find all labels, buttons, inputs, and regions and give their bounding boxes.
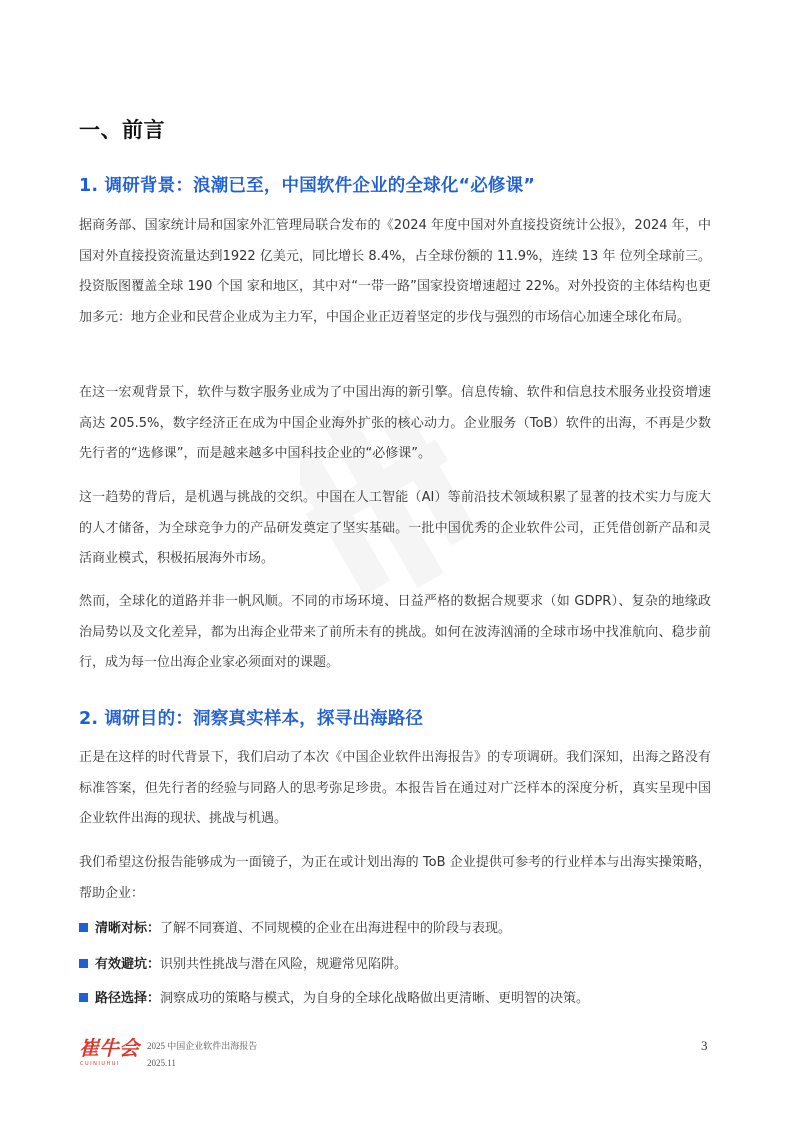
footer-report-title: 2025 中国企业软件出海报告 xyxy=(147,1041,258,1051)
logo-text: 崔牛会 xyxy=(79,1036,139,1060)
paragraph-purpose-1: 正是在这样的时代背景下，我们启动了本次《中国企业软件出海报告》的专项调研。我们深知，出海之路没有标准答案，但先行者的经验与同路人的思考弥足珍贵。本报告旨在通过对广泛样本的深度分析，真实呈现中国企业软件出海的现状、挑战与机遇。 xyxy=(79,750,711,826)
bullet-text: 识别共性挑战与潜在风险，规避常见陷阱。 xyxy=(160,957,408,972)
logo-subtext: CUINIUHUI xyxy=(80,1061,120,1067)
bullet-item xyxy=(79,987,711,1011)
bullet-item xyxy=(79,917,711,941)
company-logo-icon xyxy=(79,1034,141,1068)
footer-date: 2025.11 xyxy=(147,1058,176,1068)
heading-research-background: 1. 调研背景：浪潮已至，中国软件企业的全球化“必修课” xyxy=(79,176,536,196)
section-title: 一、前言 xyxy=(79,118,165,142)
heading-research-purpose: 2. 调研目的：洞察真实样本，探寻出海路径 xyxy=(79,709,424,729)
bullet-text: 洞察成功的策略与模式，为自身的全球化战略做出更清晰、更明智的决策。 xyxy=(160,991,590,1006)
paragraph-background-1: 据商务部、国家统计局和国家外汇管理局联合发布的《2024 年度中国对外直接投资统计公报》，2024 年，中国对外直接投资流量达到1922 亿美元，同比增长 8.4%，占全球份额的 11.9%，连续 13 年 位列全球前三。投资版图覆盖全球 190 个国 家和地区，其中对“一带一路”国家投资增速超过 22%。对外投资的主体结构也更加多元：地方企业和民营企业成为主力军，中国企业正迈着坚定的步伐与强烈的市场信心加速全球化布局。 xyxy=(79,218,711,325)
bullet-square-icon xyxy=(79,959,88,968)
bullet-item xyxy=(79,953,711,977)
page-footer xyxy=(79,1034,719,1074)
paragraph-background-4: 然而，全球化的道路并非一帆风顺。不同的市场环境、日益严格的数据合规要求（如 GDPR）、复杂的地缘政治局势以及文化差异，都为出海企业带来了前所未有的挑战。如何在波涛汹涌的全球市场中找准航向、稳步前行，成为每一位出海企业家必须面对的课题。 xyxy=(79,594,711,670)
bullet-label: 路径选择： xyxy=(95,991,161,1006)
bullet-square-icon xyxy=(79,923,88,932)
paragraph-background-3: 这一趋势的背后，是机遇与挑战的交织。中国在人工智能（AI）等前沿技术领域积累了显著的技术实力与庞大的人才储备，为全球竞争力的产品研发奠定了坚实基础。一批中国优秀的企业软件公司，正凭借创新产品和灵活商业模式，积极拓展海外市场。 xyxy=(79,490,711,566)
bullet-label: 清晰对标： xyxy=(95,921,161,936)
page-number: 3 xyxy=(701,1038,708,1053)
bullet-square-icon xyxy=(79,993,88,1002)
bullet-text: 了解不同赛道、不同规模的企业在出海进程中的阶段与表现。 xyxy=(160,921,512,936)
paragraph-purpose-2: 我们希望这份报告能够成为一面镜子，为正在或计划出海的 ToB 企业提供可参考的行业样本与出海实操策略，帮助企业： xyxy=(79,855,711,901)
paragraph-background-2: 在这一宏观背景下，软件与数字服务业成为了中国出海的新引擎。信息传输、软件和信息技术服务业投资增速高达 205.5%，数字经济正在成为中国企业海外扩张的核心动力。企业服务（ToB）软件的出海，不再是少数先行者的“选修课”，而是越来越多中国科技企业的“必修课”。 xyxy=(79,385,711,461)
bullet-label: 有效避坑： xyxy=(95,957,161,972)
